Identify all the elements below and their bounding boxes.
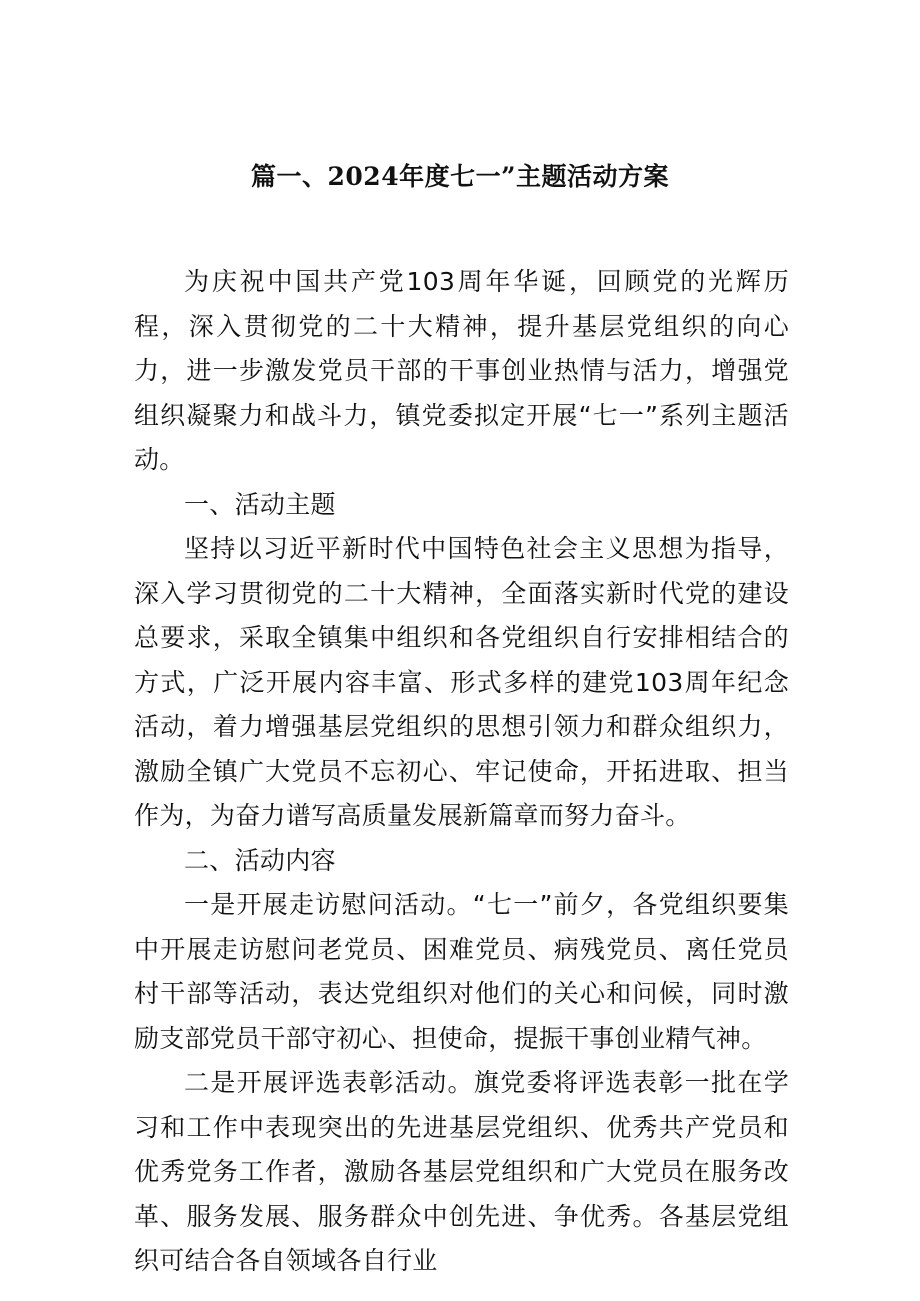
paragraph-awards: 二是开展评选表彰活动。旗党委将评选表彰一批在学习和工作中表现突出的先进基层党组织、优秀共产党员和优秀党务工作者，激励各基层党组织和广大党员在服务改革、服务发展、服务群众中创先进、争优秀。各基层党组织可结合各自领域各自行业 [134, 1068, 789, 1275]
document-body [134, 260, 789, 1284]
paragraph-intro: 为庆祝中国共产党103周年华诞，回顾党的光辉历程，深入贯彻党的二十大精神，提升基层党组织的向心力，进一步激发党员干部的干事创业热情与活力，增强党组织凝聚力和战斗力，镇党委拟定开展“七一”系列主题活动。 [134, 267, 789, 474]
paragraph-theme: 坚持以习近平新时代中国特色社会主义思想为指导，深入学习贯彻党的二十大精神，全面落实新时代党的建设总要求，采取全镇集中组织和各党组织自行安排相结合的方式，广泛开展内容丰富、形式多样的建党103周年纪念活动，着力增强基层党组织的思想引领力和群众组织力，激励全镇广大党员不忘初心、牢记使命，开拓进取、担当作为，为奋力谱写高质量发展新篇章而努力奋斗。 [134, 534, 789, 830]
paragraph-visits: 一是开展走访慰问活动。“七一”前夕，各党组织要集中开展走访慰问老党员、困难党员、病残党员、离任党员村干部等活动，表达党组织对他们的关心和问候，同时激励支部党员干部守初心、担使命，提振干事创业精气神。 [134, 890, 789, 1053]
section-heading-content: 二、活动内容 [184, 845, 336, 875]
document-title: 篇一、2024年度七一”主题活动方案 [251, 162, 669, 191]
section-heading-theme: 一、活动主题 [184, 489, 336, 519]
